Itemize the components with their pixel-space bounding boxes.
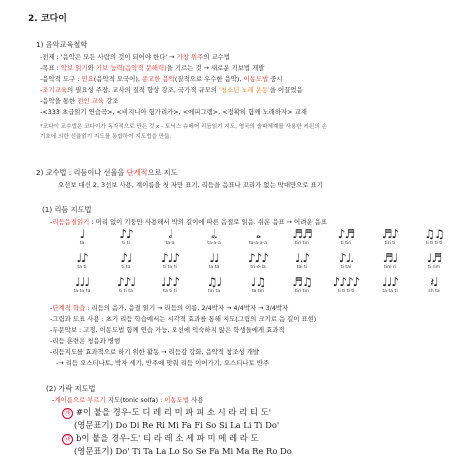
rhythm-syllable: ta-a — [165, 241, 175, 246]
rhythm-syllable: ti ta ti — [163, 265, 177, 270]
section-title: 2. 코다이 — [28, 14, 67, 24]
philosophy-line-5: -음악을 통한 전인 교육 강조 — [40, 97, 119, 105]
rhythm-syllable: tiri ta — [207, 289, 221, 294]
rhythm-syllable: ti ti ti ti — [425, 241, 443, 246]
rhythm-symbol: ♬♬ — [292, 227, 312, 241]
rhythm-cell — [280, 252, 324, 271]
rhythm-symbol: ♪♬ — [337, 227, 355, 241]
philosophy-line-4: -조기교육의 필요성 주장, 교사의 질적 향상 강조, 국가적 규모의 '청소년 노래 운동'을 이끌었음 — [40, 86, 303, 94]
philosophy-line-6: -<333 초급읽기 연습곡>, <비지니아 헝가리카>, <에피그램>, <정확히 함께 노래하자> 교재 — [40, 108, 307, 116]
rhythm-syllable: ta ti ti — [163, 289, 177, 294]
rhythm-cell — [148, 228, 192, 247]
circled-marker-icon: ㉯ — [62, 434, 73, 445]
philosophy-line-1: -전제 : '음악은 모든 사람의 것이 되어야 한다' → 가창 위주의 교수법 — [40, 53, 231, 61]
melody-heading: (2) 가락 지도법 — [46, 384, 96, 393]
rhythm-bullet: -그림과 도표 사용 : 초기 리듬 학습에서는 시각적 효과를 통해 지도(그림의 크기로 음 길이 표현) — [50, 315, 317, 323]
solfa-row: (영문표기) Do' Ti Ta La Lo So Se Fa Mi Ma Re Ro Do — [74, 446, 292, 456]
rhythm-syllable-table — [60, 228, 460, 304]
rhythm-cell — [60, 252, 104, 271]
rhythm-syllable: tiri tiri — [295, 289, 309, 294]
rhythm-syllable: ti ti ta — [119, 289, 133, 294]
rhythm-symbol: ♬♫ — [292, 275, 312, 289]
rhythm-syllable: ta tiri — [251, 289, 265, 294]
philosophy-line-2: -목표 : 악보 읽기와 기보 능력(음악적 문해력)을 기르는 것 → 새로운 기보법 개발 — [40, 64, 265, 72]
rhythm-cell — [236, 276, 280, 295]
rhythm-syllable: ti tiri — [340, 241, 352, 246]
rhythm-symbol: ♩ — [79, 227, 85, 241]
rhythm-symbol: ♪♩♪ — [161, 251, 179, 265]
rhythm-symbol: ♫♫ — [424, 227, 444, 241]
philosophy-heading: 1) 음악교육철학 — [36, 40, 88, 49]
rhythm-syllable: ta — [79, 241, 85, 246]
rhythm-symbol: 𝅗𝅥 — [168, 227, 172, 241]
rhythm-cell — [236, 228, 280, 247]
rhythm-heading: (1) 리듬 지도법 — [42, 205, 92, 214]
rhythm-symbol: ♪♩ — [120, 251, 132, 265]
rhythm-symbol: ♪♪♪♪ — [332, 275, 360, 289]
footnote-line-1: *코다이 교수법은 코다이가 독자적으로 만든 것 x - 토닉스 슈페어 리듬읽기 지도, 영국의 솔파체계를 사용한 커윈의 손 — [40, 124, 327, 130]
philosophy-line-3: -음악적 도구 : 민요(음악적 모국어), 종교한 음악(질적으로 우수한 음악), 이동도법 중시 — [40, 75, 283, 83]
rhythm-cell — [412, 228, 456, 247]
rhythm-symbol: ♪♪ — [119, 227, 133, 241]
rhythm-symbol: ♩♪ — [76, 251, 88, 265]
rhythm-syllable: ta ta ti — [382, 289, 398, 294]
rhythm-cell — [412, 252, 456, 271]
rhythm-syllable: ta-a-a-a — [248, 241, 268, 246]
rhythm-syllable: tim ri — [383, 265, 397, 270]
rhythm-cell — [280, 276, 324, 295]
rhythm-syllable: tri-o-la — [250, 265, 266, 270]
rhythm-cell — [236, 252, 280, 271]
rhythm-cell — [412, 276, 456, 295]
rhythm-cell — [60, 228, 104, 247]
rhythm-syllable: ti ti — [122, 241, 130, 246]
rhythm-syllable: ta-a-a — [207, 241, 221, 246]
rhythm-cell — [324, 228, 368, 247]
rhythm-syllable: ta ta ta — [73, 289, 91, 294]
rhythm-symbol: 𝅝 — [256, 227, 260, 241]
rhythm-cell — [192, 228, 236, 247]
rhythm-symbol: ♪♪♪ — [248, 251, 268, 265]
rhythm-cell — [104, 228, 148, 247]
rhythm-cell — [324, 252, 368, 271]
rhythm-bullet: -리듬지도를 효과적으로 하기 위한 활동 → 리듬감 강화, 음악적 창조성 개발 — [50, 348, 260, 356]
rhythm-symbol: ♫♩ — [206, 275, 222, 289]
footnote-line-2: 기호에 의한 선율읽기 지도를 통합하여 지도법을 만듦. — [40, 134, 172, 140]
rhythm-cell — [192, 276, 236, 295]
rhythm-symbol: ♬♪ — [381, 227, 399, 241]
rhythm-syllable: ti tai — [340, 265, 352, 270]
rhythm-symbol: ♩♬ — [426, 251, 442, 265]
rhythm-cell — [368, 228, 412, 247]
rhythm-symbol: ♪♪♩ — [117, 275, 135, 289]
rhythm-syllable: tai ti — [296, 265, 308, 270]
methods-description: 오선보 대신 2, 3선보 사용, 계이름을 첫 자만 표기, 리듬을 음표나 꼬리가 없는 막대만으로 표기 — [58, 181, 323, 189]
rhythm-symbol: 𝅗𝅥. — [211, 227, 217, 241]
rhythm-symbol: ♩.♪ — [294, 251, 310, 265]
rhythm-syllable: ti ti ti ti — [337, 289, 355, 294]
rhythm-symbol: ♩♪♪ — [161, 275, 179, 289]
rhythm-bullet: -→ 리듬 오스티나토, 박자 세기, 반주에 맞춰 리듬 이어가기, 오스티나토 반주 — [56, 359, 270, 367]
rhythm-cell — [60, 276, 104, 295]
rhythm-syllable: ti ta — [121, 265, 131, 270]
rhythm-symbol: ♬♩ — [382, 251, 398, 265]
solfa-row: (영문표기) Do Di Re Ri Mi Fa Fi So Si La Li Ti Do' — [74, 420, 280, 430]
rhythm-bullet: -두문악보 : 고정, 이동도법 함께 연습 가능, 오선에 익숙하지 않은 학생들에게 효과적 — [50, 326, 285, 334]
rhythm-symbol: 𝄽♩ — [430, 275, 438, 289]
rhythm-symbol: ♩♫ — [250, 275, 266, 289]
rhythm-cell — [368, 276, 412, 295]
rhythm-cell — [104, 252, 148, 271]
rhythm-symbol: ♩♩ — [209, 251, 219, 265]
rhythm-syllable: sh ta — [428, 289, 440, 294]
rhythm-cell — [368, 252, 412, 271]
methods-heading: 2) 교수법 : 리듬이나 선율을 단계적으로 지도 — [36, 168, 178, 177]
circled-marker-icon: ㉮ — [62, 408, 73, 419]
rhythm-bullet: -단계적 학습 : 리듬의 음가, 음절 읽기 → 리듬의 이름, 2/4박자 → 4/4박자 → 3/4박자 — [50, 304, 289, 312]
rhythm-subheading: -리듬음절읽기 : 머리 없이 기둥만 사용해서 박의 길이에 따른 음절로 읽음. 쉬운 음표 → 어려운 음표 — [50, 218, 327, 226]
rhythm-cell — [104, 276, 148, 295]
rhythm-syllable: ta ta — [208, 265, 220, 270]
rhythm-syllable: tiri tiri — [295, 241, 309, 246]
rhythm-cell — [192, 252, 236, 271]
rhythm-symbol: ♩♩♩ — [75, 275, 89, 289]
rhythm-cell — [148, 252, 192, 271]
rhythm-bullet: -리듬 훈련은 청음과 병행 — [50, 337, 121, 345]
solfa-row: ㉮ #이 붙을 경우-도 디 레 리 미 파 피 소 시 라 리 티 도' — [62, 407, 271, 419]
rhythm-symbol: ♩♩♪ — [382, 275, 398, 289]
melody-subheading: -계이름으로 부르기 지도(tonic solfa) : 이동도법 사용 — [52, 396, 204, 404]
solfa-row: ㉯ b이 붙을 경우-도' 티 라 레 소 세 파 미 메 레 라 도 — [62, 433, 259, 445]
rhythm-syllable: tiri ti — [384, 241, 396, 246]
rhythm-syllable: ti rim — [427, 265, 441, 270]
rhythm-syllable: ta ti — [77, 265, 87, 270]
rhythm-cell — [280, 228, 324, 247]
rhythm-symbol: ♪♩. — [338, 251, 354, 265]
rhythm-cell — [324, 276, 368, 295]
rhythm-cell — [148, 276, 192, 295]
